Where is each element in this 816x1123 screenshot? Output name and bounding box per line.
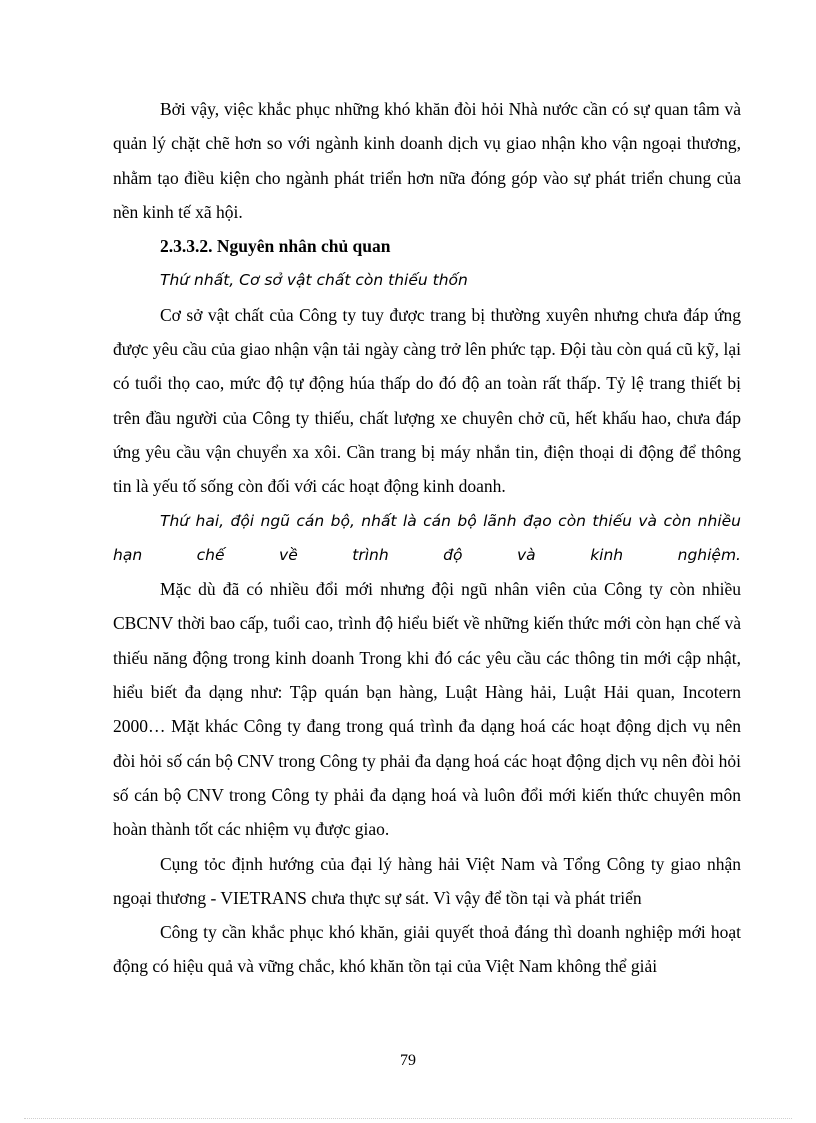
paragraph-intro: Bởi vậy, việc khắc phục những khó khăn đòi hỏi Nhà nước cần có sự quan tâm và quản lý chặt chẽ hơn so với ngành kinh doanh dịch vụ giao nhận kho vận ngoại thương, nhằm tạo điều kiện cho ngành phát triển hơn nữa đóng góp vào sự phát triển chung của nền kinh tế xã hội. [113,99,741,222]
paragraph-facilities: Cơ sở vật chất của Công ty tuy được trang bị thường xuyên nhưng chưa đáp ứng được yêu cầu của giao nhận vận tải ngày càng trở lên phức tạp. Đội tàu còn quá cũ kỹ, lại có tuổi thọ cao, mức độ tự động húa thấp do đó độ an toàn rất thấp. Tỷ lệ trang thiết bị trên đầu người của Công ty thiếu, chất lượng xe chuyên chở cũ, hết khấu hao, chưa đáp ứng yêu cầu vận chuyển xa xôi. Cần trang bị máy nhắn tin, điện thoại di động để thông tin là yếu tố sống còn đối với các hoạt động kinh doanh. [113,304,741,497]
paragraph-orientation: Cụng tỏc định hướng của đại lý hàng hải Việt Nam và Tổng Công ty giao nhận ngoại thương - VIETRANS chưa thực sự sát. Vì vậy để tồn tại và phát triển [113,853,741,908]
paragraph-conclusion: Công ty cần khắc phục khó khăn, giải quyết thoả đáng thì doanh nghiệp mới hoạt động có hiệu quả và vững chắc, khó khăn tồn tại của Việt Nam không thể giải [113,922,741,977]
footer-divider [24,1118,792,1119]
paragraph-staff: Mặc dù đã có nhiều đổi mới nhưng đội ngũ nhân viên của Công ty còn nhiều CBCNV thời bao cấp, tuổi cao, trình độ hiểu biết về những kiến thức mới còn hạn chế và thiếu năng động trong kinh doanh Trong khi đó các yêu cầu các thông tin mới cập nhật, hiểu biết đa dạng như: Tập quán bạn hàng, Luật Hàng hải, Luật Hải quan, Incotern 2000… Mặt khác Công ty đang trong quá trình đa dạng hoá các hoạt động dịch vụ nên đòi hỏi số cán bộ CNV trong Công ty phải đa dạng hoá các hoạt động dịch vụ nên đòi hỏi số cán bộ CNV trong Công ty phải đa dạng hoá và luôn đổi mới kiến thức chuyên môn hoàn thành tốt các nhiệm vụ được giao. [113,579,741,840]
page-number: 79 [400,1052,416,1069]
section-heading: 2.3.3.2. Nguyên nhân chủ quan [160,236,391,257]
document-body [113,92,741,984]
subheading-first: Thứ nhất, Cơ sở vật chất còn thiếu thốn [160,271,468,290]
subheading-second: Thứ hai, đội ngũ cán bộ, nhất là cán bộ lãnh đạo còn thiếu và còn nhiều hạn chế về trình độ và kinh nghiệm. [113,511,741,564]
